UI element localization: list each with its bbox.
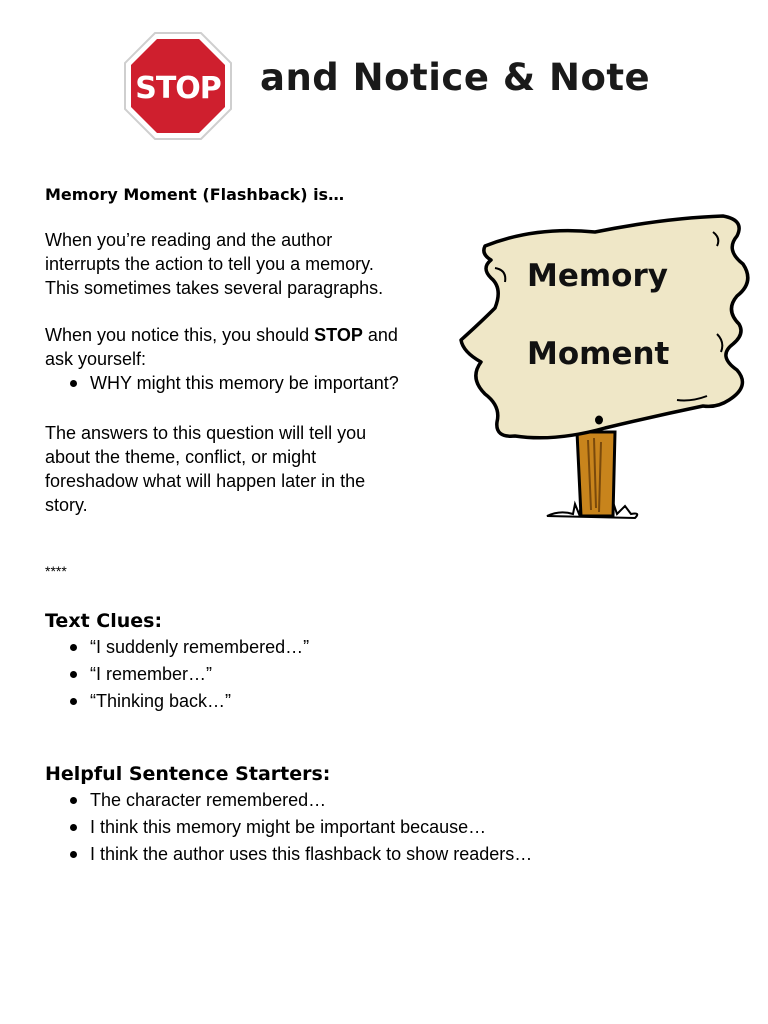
list-item: “I remember…” [45,661,309,688]
text-clues-heading: Text Clues: [45,610,163,632]
stop-emphasis: STOP [314,325,363,345]
list-item: WHY might this memory be important? [45,371,399,395]
sentence-starters-list [45,787,532,868]
text-clues-list [45,634,309,715]
memory-moment-heading: Memory Moment (Flashback) is… [45,185,345,204]
answers-paragraph: The answers to this question will tell you about the theme, conflict, or might foreshadow what will happen later in the story. [45,423,367,515]
stop-sign-text: STOP [135,71,221,106]
stop-sign-icon [122,30,234,142]
stop-instruction-paragraph: When you notice this, you should STOP and ask yourself: [45,325,398,369]
list-item: The character remembered… [45,787,532,814]
list-item: “Thinking back…” [45,688,309,715]
memory-moment-signpost [455,210,755,530]
list-item: I think the author uses this flashback to show readers… [45,841,532,868]
header-banner [122,30,651,145]
question-list [45,371,399,395]
sentence-starters-heading: Helpful Sentence Starters: [45,763,331,785]
signpost-line-1: Memory [527,258,668,294]
signpost-line-2: Moment [527,336,670,372]
intro-paragraph: When you’re reading and the author interrupts the action to tell you a memory. This sometimes takes several paragraphs. [45,230,384,298]
list-item: I think this memory might be important because… [45,814,532,841]
page-title: and Notice & Note [260,56,651,99]
list-item: “I suddenly remembered…” [45,634,309,661]
section-separator: **** [45,563,67,579]
